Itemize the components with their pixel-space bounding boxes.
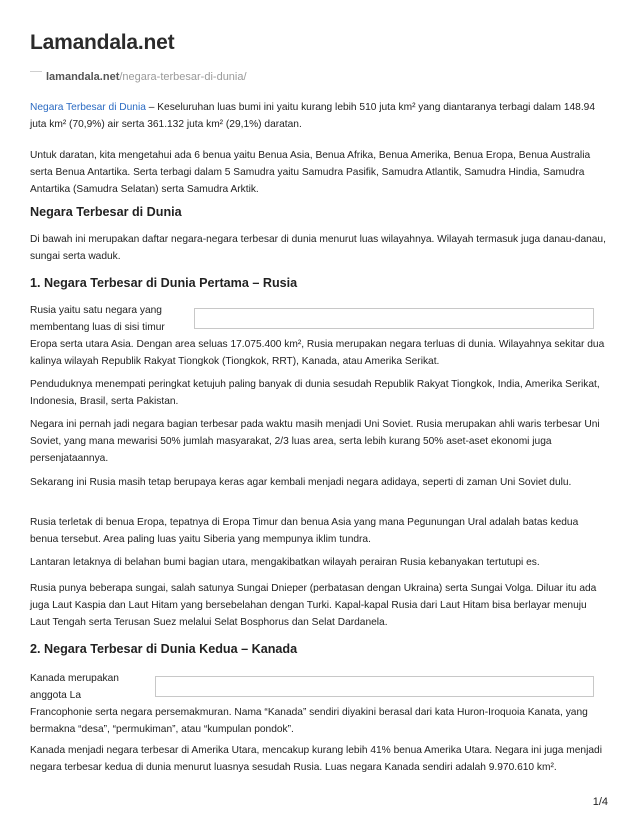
intro-text: – Keseluruhan luas bumi ini yaitu kurang lebih 510 juta km² yang diantaranya terbagi dalam 148.94 juta km² (70,9%) air serta 361.132 juta km² (29,1%) daratan. (30, 102, 596, 130)
section1-paragraph: Sekarang ini Rusia masih tetap berupaya keras agar kembali menjadi negara adidaya, seperti di zaman Uni Soviet dulu. (30, 477, 572, 488)
continents-paragraph: Untuk daratan, kita mengetahui ada 6 benua yaitu Benua Asia, Benua Afrika, Benua Amerika, Benua Eropa, Benua Australia serta Benua Antartika. Serta terbagi dalam 5 Samudra yaitu Samudra Pasifik, Samudra Atlantik, Samudra Hindia, Samudra Antartika (Samudra Selatan) serta Samudra Arktik. (30, 150, 591, 195)
section1-wrap-line1: Rusia yaitu satu negara yang (30, 305, 162, 316)
section1-heading: 1. Negara Terbesar di Dunia Pertama – Rusia (30, 276, 298, 290)
section1-paragraph: Lantaran letaknya di belahan bumi bagian utara, mengakibatkan wilayah perairan Rusia kebanyakan tertutupi es. (30, 557, 540, 568)
source-domain[interactable]: lamandala.net (46, 71, 120, 83)
section1-paragraph: Rusia terletak di benua Eropa, tepatnya di Eropa Timur dan benua Asia yang mana Pegunungan Ural adalah batas kedua benua tersebut. Area paling luas yaitu Siberia yang mempunya iklim tundra. (30, 517, 579, 545)
section1-paragraph: Rusia punya beberapa sungai, salah satunya Sungai Dnieper (perbatasan dengan Ukraina) serta Sungai Volga. Diluar itu ada juga Laut Kaspia dan Laut Hitam yang bersebelahan dengan Turki. Kapal-kapal Rusia dari Laut Hitam bisa berlayar menuju Laut Tengah serta Terusan Suez melalui Selat Bosphorus dan Selat Dardanela. (30, 583, 597, 628)
section2-paragraph: Kanada menjadi negara terbesar di Amerika Utara, mencakup kurang lebih 41% benua Amerika Utara. Negara ini juga menjadi negara terbesar kedua di dunia menurut luasnya sesudah Rusia. Luas negara Kanada sendiri adalah 9.970.610 km². (30, 745, 602, 773)
section2-wrap-rest: Francophonie serta negara persemakmuran. Nama “Kanada” sendiri diyakini berasal dari kata Huron-Iroquoia Kanata, yang bermakna “desa”, “permukiman”, atau “kumpulan pondok”. (30, 707, 588, 735)
list-intro-paragraph: Di bawah ini merupakan daftar negara-negara terbesar di dunia menurut luas wilayahnya. Wilayah termasuk juga danau-danau, sungai serta waduk. (30, 234, 606, 262)
intro-link[interactable]: Negara Terbesar di Dunia (30, 102, 146, 113)
section1-paragraph: Penduduknya menempati peringkat ketujuh paling banyak di dunia sesudah Republik Rakyat Tiongkok, India, Amerika Serikat, Indonesia, Brasil, serta Pakistan. (30, 379, 600, 407)
favicon-icon (30, 71, 42, 80)
source-url[interactable] (30, 69, 247, 85)
section1-wrap-rest: Eropa serta utara Asia. Dengan area seluas 17.075.400 km², Rusia merupakan negara terluas di dunia. Wilayahnya sekitar dua kalinya wilayah Republik Rakyat Tiongkok (Tiongkok, RRT), Kanada, atau Amerika Serikat. (30, 339, 605, 367)
section2-wrap-line1: Kanada merupakan (30, 673, 119, 684)
main-heading: Negara Terbesar di Dunia (30, 205, 182, 219)
section2-wrap-line2: anggota La (30, 690, 81, 701)
section2-heading: 2. Negara Terbesar di Dunia Kedua – Kanada (30, 642, 298, 656)
intro-paragraph (30, 99, 608, 133)
source-path[interactable]: /negara-terbesar-di-dunia/ (119, 71, 247, 83)
site-title: Lamandala.net (30, 31, 175, 54)
page-number: 1/4 (592, 796, 608, 808)
section1-paragraph: Negara ini pernah jadi negara bagian terbesar pada waktu masih menjadi Uni Soviet. Rusia merupakan ahli waris terbesar Uni Soviet, yang mana mewarisi 50% jumlah masyarakat, 2/3 luas area, serta lebih kurang 50% aset-aset ekonomi juga persenjataannya. (30, 419, 600, 464)
section1-wrap-line2: membentang luas di sisi timur (30, 322, 165, 333)
